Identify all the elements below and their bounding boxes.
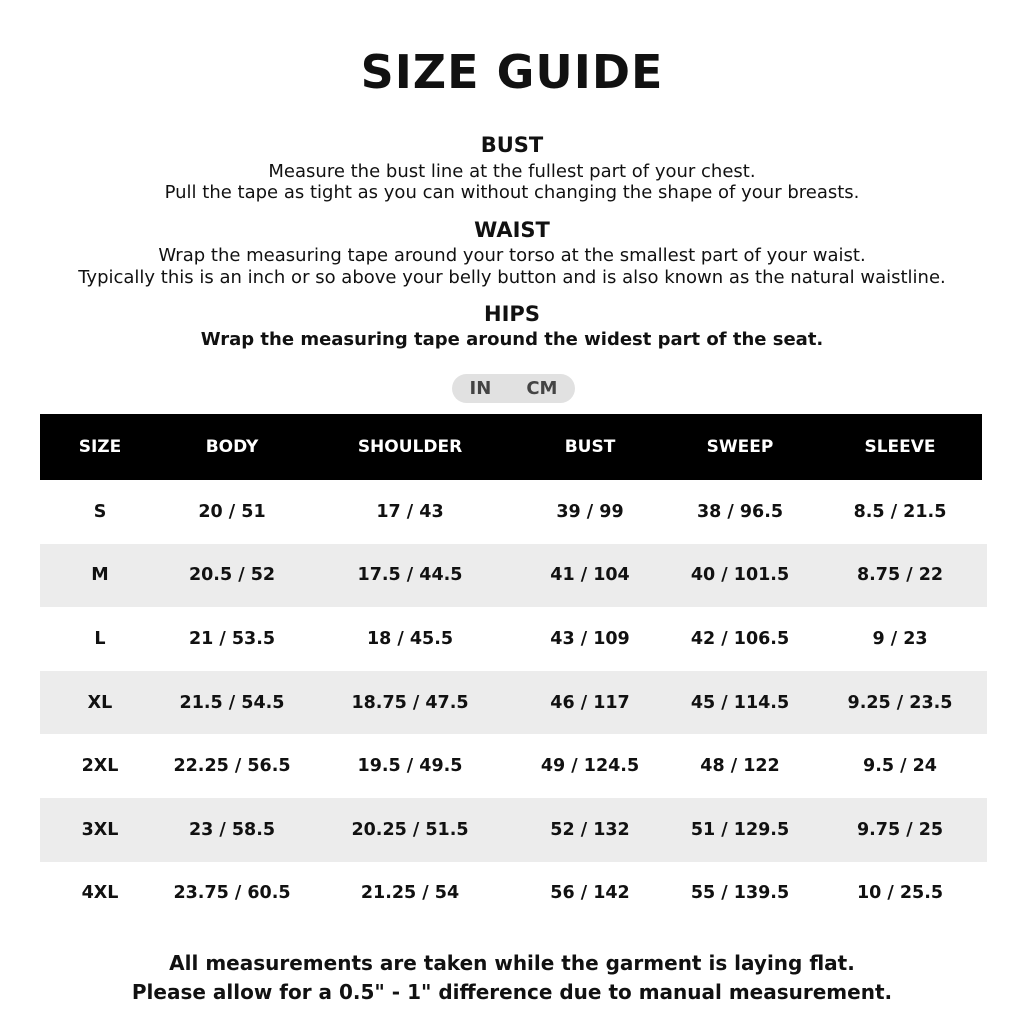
waist-text-line-2: Typically this is an inch or so above your belly button and is also known as the natural waistline. [78, 267, 946, 288]
cell-size: 4XL [81, 883, 119, 904]
cell-size: 2XL [81, 756, 119, 777]
cell-bust: 52 / 132 [550, 819, 630, 840]
cell-sleeve: 9.25 / 23.5 [847, 692, 953, 713]
cell-sweep: 51 / 129.5 [690, 819, 790, 840]
size-table [40, 414, 987, 925]
table-row [40, 607, 987, 671]
cell-shoulder: 20.25 / 51.5 [351, 819, 469, 840]
cell-shoulder: 18.75 / 47.5 [351, 692, 469, 713]
hips-heading: HIPS [484, 302, 540, 326]
header-sleeve: SLEEVE [864, 437, 936, 457]
cell-bust: 43 / 109 [550, 628, 630, 649]
cell-shoulder: 19.5 / 49.5 [357, 756, 463, 777]
bust-text-line-1: Measure the bust line at the fullest part of your chest. [268, 161, 756, 182]
table-row [40, 798, 987, 862]
table-header [40, 414, 982, 480]
cell-body: 21.5 / 54.5 [179, 692, 285, 713]
cell-bust: 39 / 99 [556, 501, 624, 522]
header-size: SIZE [78, 437, 122, 457]
cell-sleeve: 8.75 / 22 [856, 565, 944, 586]
cell-sweep: 40 / 101.5 [690, 565, 790, 586]
cell-sleeve: 9.5 / 24 [863, 756, 937, 777]
bust-heading: BUST [480, 133, 544, 157]
cell-sweep: 45 / 114.5 [690, 692, 790, 713]
header-shoulder: SHOULDER [357, 437, 463, 457]
cell-sleeve: 10 / 25.5 [856, 883, 944, 904]
cell-sweep: 55 / 139.5 [690, 883, 790, 904]
cell-sleeve: 8.5 / 21.5 [853, 501, 947, 522]
hips-text-line-1: Wrap the measuring tape around the widest part of the seat. [200, 329, 824, 350]
unit-toggle [452, 374, 575, 403]
header-bust: BUST [564, 437, 616, 457]
header-body: BODY [205, 437, 259, 457]
cell-shoulder: 21.25 / 54 [360, 883, 460, 904]
unit-in-button[interactable]: IN [469, 378, 492, 399]
cell-body: 20.5 / 52 [188, 565, 276, 586]
header-sweep: SWEEP [706, 437, 774, 457]
table-row [40, 862, 987, 926]
cell-sweep: 38 / 96.5 [696, 501, 784, 522]
cell-sweep: 42 / 106.5 [690, 628, 790, 649]
cell-sleeve: 9.75 / 25 [856, 819, 944, 840]
cell-body: 22.25 / 56.5 [173, 756, 291, 777]
cell-body: 20 / 51 [198, 501, 266, 522]
cell-sweep: 48 / 122 [700, 756, 780, 777]
cell-bust: 41 / 104 [550, 565, 630, 586]
table-row [40, 671, 987, 735]
cell-bust: 56 / 142 [550, 883, 630, 904]
cell-bust: 46 / 117 [550, 692, 630, 713]
footer-line-2: Please allow for a 0.5" - 1" difference due to manual measurement. [131, 980, 893, 1004]
table-row [40, 544, 987, 608]
cell-shoulder: 17 / 43 [376, 501, 444, 522]
cell-size: L [94, 628, 106, 649]
waist-text-line-1: Wrap the measuring tape around your torso at the smallest part of your waist. [158, 245, 866, 266]
table-row [40, 734, 987, 798]
unit-cm-button[interactable]: CM [526, 378, 558, 399]
footer-line-1: All measurements are taken while the garment is laying flat. [169, 951, 855, 975]
bust-text-line-2: Pull the tape as tight as you can without changing the shape of your breasts. [164, 182, 860, 203]
page-title: SIZE GUIDE [360, 45, 664, 99]
waist-heading: WAIST [474, 218, 550, 242]
cell-shoulder: 17.5 / 44.5 [357, 565, 463, 586]
cell-body: 21 / 53.5 [188, 628, 276, 649]
cell-size: 3XL [81, 819, 119, 840]
cell-shoulder: 18 / 45.5 [366, 628, 454, 649]
cell-sleeve: 9 / 23 [872, 628, 928, 649]
cell-body: 23.75 / 60.5 [173, 883, 291, 904]
cell-size: XL [87, 692, 113, 713]
cell-size: S [93, 501, 107, 522]
cell-body: 23 / 58.5 [188, 819, 276, 840]
cell-bust: 49 / 124.5 [540, 756, 640, 777]
table-row [40, 480, 987, 544]
cell-size: M [91, 565, 109, 586]
